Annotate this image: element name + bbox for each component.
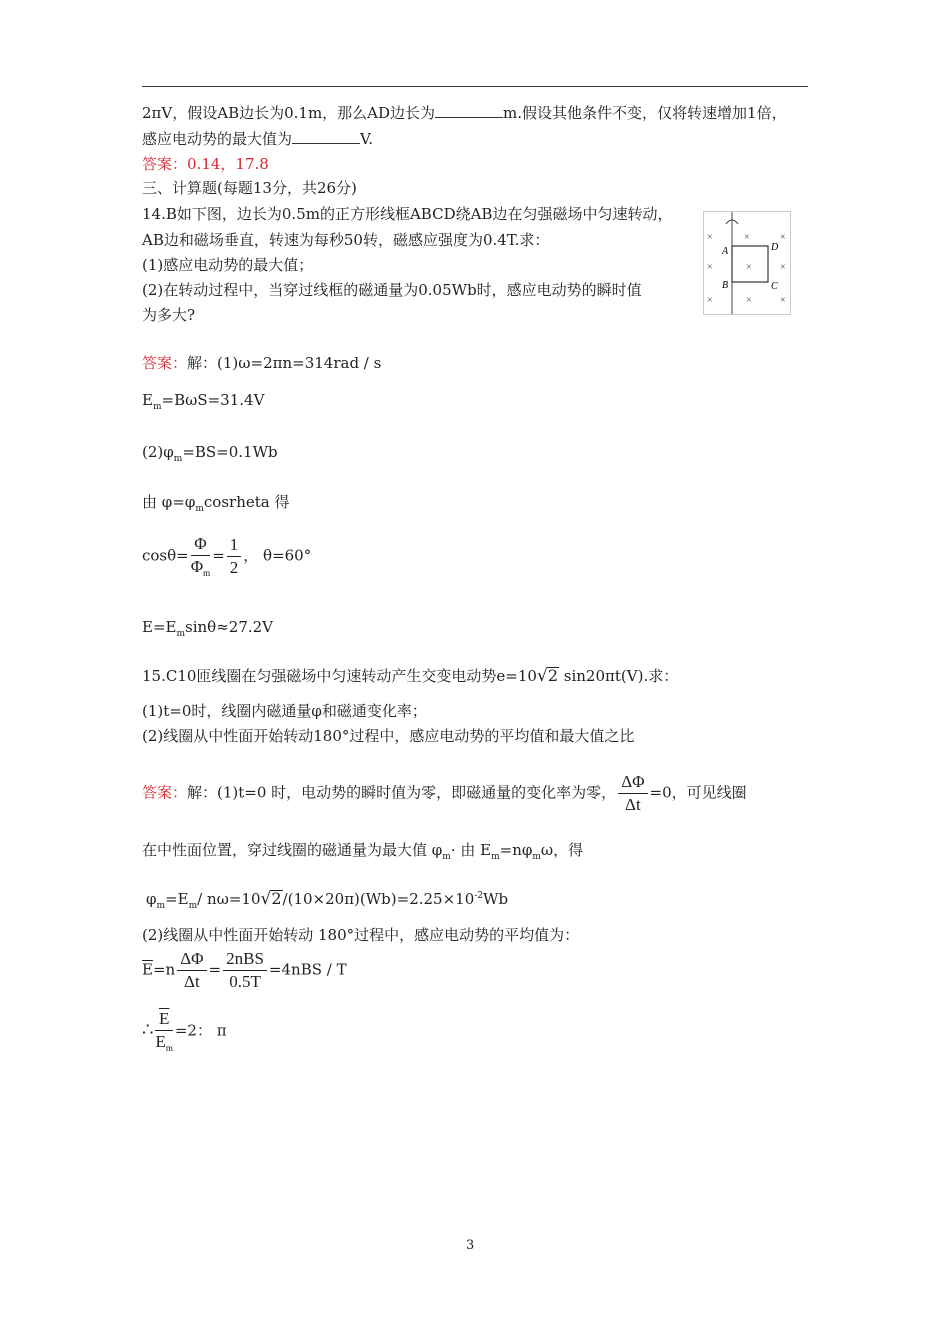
fraction: $\frac{\Phi}{\Phi_m}$	[190, 534, 211, 578]
q15-ans1: 答案：解：(1)t=0 时，电动势的瞬时值为零，即磁通量的变化率为零， $\frac{\Delta\Phi}{\Delta t}$ =0，可见线圈	[142, 772, 747, 814]
answer-blank	[435, 103, 503, 118]
fraction: $\frac{1}{2}$	[227, 534, 242, 579]
q15-line1: 15.C10匝线圈在匀强磁场中匀速转动产生交变电动势e=10√2 sin20πt(V).求：	[142, 666, 679, 686]
q14-ans6: $E=E_m\sin\theta\approx 27.2V$	[142, 618, 274, 639]
q14-line1: 14.B如下图，边长为0.5m的正方形线框ABCD绕AB边在匀强磁场中匀速转动，	[142, 205, 673, 223]
header-rule	[142, 86, 808, 87]
q14-ans4: 由 $\varphi=\varphi_mcosrheta$ 得	[142, 493, 290, 514]
field-cross: ×	[707, 262, 713, 273]
q13-line1: 2πV，假设AB边长为0.1m，那么AD边长为 m.假设其他条件不变，仅将转速增加1倍，	[142, 104, 787, 122]
field-cross: ×	[707, 295, 713, 306]
label-b: B	[722, 280, 729, 291]
q15-ans2: 在中性面位置，穿过线圈的磁通量为最大值 $\varphi_m\cdot$ 由 $E_m=n\varphi_m\omega$，得	[142, 841, 584, 862]
q15-ans3: $\varphi_m=E_m/$ $n\omega=10√2/(10\times 20\pi)(Wb)=2.25\times 10^{-2}Wb$	[146, 889, 509, 911]
field-cross: ×	[744, 232, 750, 243]
field-cross: ×	[707, 232, 713, 243]
field-cross: ×	[746, 295, 752, 306]
q14-ans5: cosθ= $\frac{\Phi}{\Phi_m}$ = $\frac{1}{2}$ ， θ=60°	[142, 534, 312, 578]
q15-ans6: ∴ $\frac{\overline{E}}{E_m}$ =2： π	[142, 1009, 227, 1053]
field-cross: ×	[746, 262, 752, 273]
q13-line2: 感应电动势的最大值为 V.	[142, 130, 373, 148]
field-cross: ×	[780, 232, 786, 243]
q14-ans3: $(2)\varphi_m=BS=0.1Wb$	[142, 443, 278, 464]
q15-ans4: (2)线圈从中性面开始转动 180°过程中，感应电动势的平均值为：	[142, 926, 580, 944]
fraction: $\frac{\Delta\Phi}{\Delta t}$	[177, 948, 206, 993]
q14-line2: AB边和磁场垂直，转速为每秒50转，磁感应强度为0.4T.求：	[142, 231, 550, 249]
label-d: D	[771, 242, 779, 253]
q13-answer: 答案：0.14，17.8	[142, 155, 269, 173]
q14-line5: 为多大?	[142, 306, 196, 324]
label-c: C	[771, 281, 778, 292]
q15-ans5: $\overline{E}=n$ $\frac{\Delta\Phi}{\Delta t}$ = $\frac{\text{2nBS}}{0.5T}$ =4nBS / T	[142, 949, 347, 991]
q14-ans2: $E_m=B\omega S=31.4V$	[142, 391, 265, 412]
section-title: 三、计算题(每题13分，共26分)	[142, 179, 357, 197]
page-number: 3	[466, 1238, 475, 1253]
q14-line3: (1)感应电动势的最大值；	[142, 256, 314, 274]
q15-line2: (1)t=0时，线圈内磁通量φ和磁通变化率；	[142, 702, 427, 720]
q14-ans1: 答案：解：(1)ω=2πn=314rad / s	[142, 354, 382, 372]
q14-line4: (2)在转动过程中，当穿过线框的磁通量为0.05Wb时，感应电动势的瞬时值	[142, 281, 642, 299]
q15-line3: (2)线圈从中性面开始转动180°过程中，感应电动势的平均值和最大值之比	[142, 727, 635, 745]
field-cross: ×	[780, 295, 786, 306]
field-cross: ×	[780, 262, 786, 273]
answer-blank	[292, 129, 360, 144]
fraction: $\frac{\text{2nBS}}{0.5T}$	[223, 948, 267, 993]
fraction: $\frac{\overline{E}}{E_m}$	[155, 1009, 173, 1053]
label-a: A	[722, 246, 729, 257]
rotating-coil-figure	[703, 211, 791, 315]
fraction: $\frac{\Delta\Phi}{\Delta t}$	[618, 771, 647, 816]
